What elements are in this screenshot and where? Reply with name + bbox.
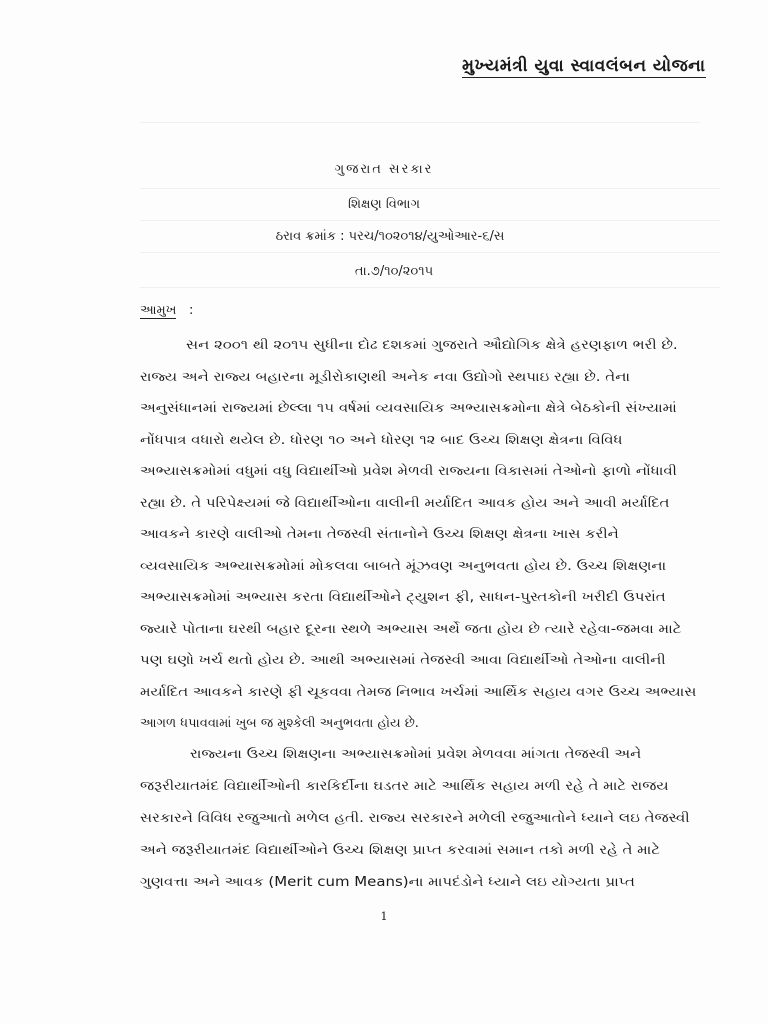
text-line: રાજ્ય અને રાજ્ય બહારના મૂડીરોકાણથી અનેક નવા ઉદ્યોગો સ્થપાઇ રહ્યા છે. તેના — [140, 369, 631, 385]
text-line: આગળ ધપાવવામાં ખુબ જ મુશ્કેલી અનુભવતા હોય છે. — [140, 716, 419, 731]
bleed-through-mark — [140, 252, 720, 253]
text-line: પણ ઘણો ખર્ચ થતો હોય છે. આથી અભ્યાસમાં તેજસ્વી આવા વિદ્યાર્થીઓ તેઓના વાલીની — [140, 653, 666, 668]
text-line: રાજ્યના ઉચ્ચ શિક્ષણના અભ્યાસક્રમોમાં પ્રવેશ મેળવવા માંગતા તેજસ્વી અને — [190, 747, 642, 762]
text-line: જ્યારે પોતાના ઘરથી બહાર દૂરના સ્થળે અભ્યાસ અર્થે જતા હોય છે ત્યારે રહેવા-જમવા માટે — [140, 621, 682, 637]
text-line: અનુસંધાનમાં રાજ્યમાં છેલ્લા ૧૫ વર્ષમાં વ્યવસાયિક અભ્યાસક્રમોના ક્ષેત્રે બેઠકોની સંખ્યામાં — [140, 401, 677, 416]
text-line: જરૂરીયાતમંદ વિદ્યાર્થીઓની કારકિર્દીના ઘડતર માટે આર્થિક સહાય મળી રહે તે માટે રાજય — [140, 779, 669, 794]
text-line: અને જરૂરીયાતમંદ વિદ્યાર્થીઓને ઉચ્ચ શિક્ષણ પ્રાપ્ત કરવામાં સમાન તકો મળી રહે તે માટે — [140, 843, 661, 858]
preface-colon: : — [189, 303, 194, 318]
scheme-title: મુખ્યમંત્રી યુવા સ્વાવલંબન યોજના — [462, 56, 706, 76]
text-line: સન ૨૦૦૧ થી ૨૦૧૫ સુધીના દોઢ દશકમાં ગુજરાતે ઔદ્યોગિક ક્ષેત્રે હરણફાળ ભરી છે. — [186, 338, 678, 353]
department-name: શિક્ષણ વિભાગ — [348, 197, 420, 212]
bleed-through-mark — [140, 220, 720, 221]
text-line: ગુણવત્તા અને આવક (Merit cum Means)ના માપદંડોને ધ્યાને લઇ યોગ્યતા પ્રાપ્ત — [140, 875, 635, 890]
page-number: 1 — [380, 910, 388, 923]
bleed-through-mark — [140, 188, 720, 189]
resolution-date: તા.૭/૧૦/૨૦૧૫ — [354, 264, 434, 279]
preface-heading: આમુખ — [140, 303, 177, 318]
text-line: અભ્યાસક્રમોમાં અભ્યાસ કરતા વિદ્યાર્થીઓને ટ્યુશન ફી, સાધન-પુસ્તકોની ખરીદી ઉપરાંત — [140, 590, 666, 605]
text-line: નોંધપાત્ર વધારો થયેલ છે. ધોરણ ૧૦ અને ધોરણ ૧૨ બાદ ઉચ્ચ શિક્ષણ ક્ષેત્રના વિવિધ — [140, 432, 623, 448]
text-line: રહ્યા છે. તે પરિપેક્ષ્યમાં જે વિદ્યાર્થીઓના વાલીની મર્યાદિત આવક હોય અને આવી મર્યાદિત — [140, 495, 670, 511]
government-name: ગુજરાત સરકાર — [334, 162, 434, 177]
resolution-number: ઠરાવ ક્રમાંક : પરચ/૧૦૨૦૧૪/યુઓઆર-૬/સ — [275, 229, 505, 244]
text-line: અભ્યાસક્રમોમાં વધુમાં વધુ વિદ્યાર્થીઓ પ્રવેશ મેળવી રાજ્યના વિકાસમાં તેઓનો ફાળો નોંધાવી — [140, 464, 677, 479]
text-line: મર્યાદિત આવકને કારણે ફી ચૂકવવા તેમજ નિભાવ ખર્ચમાં આર્થિક સહાય વગર ઉચ્ચ અભ્યાસ — [140, 684, 697, 700]
text-line: આવકને કારણે વાલીઓ તેમના તેજસ્વી સંતાનોને ઉચ્ચ શિક્ષણ ક્ષેત્રના ખાસ કરીને — [140, 527, 619, 542]
bleed-through-mark — [140, 122, 700, 123]
text-line: સરકારને વિવિધ રજુઆતો મળેલ હતી. રાજ્ય સરકારને મળેલી રજુઆતોને ધ્યાને લઇ તેજસ્વી — [140, 811, 690, 826]
bleed-through-mark — [140, 287, 720, 288]
text-line: વ્યવસાયિક અભ્યાસક્રમોમાં મોકલવા બાબતે મૂંઝવણ અનુભવતા હોય છે. ઉચ્ચ શિક્ષણના — [140, 558, 667, 574]
